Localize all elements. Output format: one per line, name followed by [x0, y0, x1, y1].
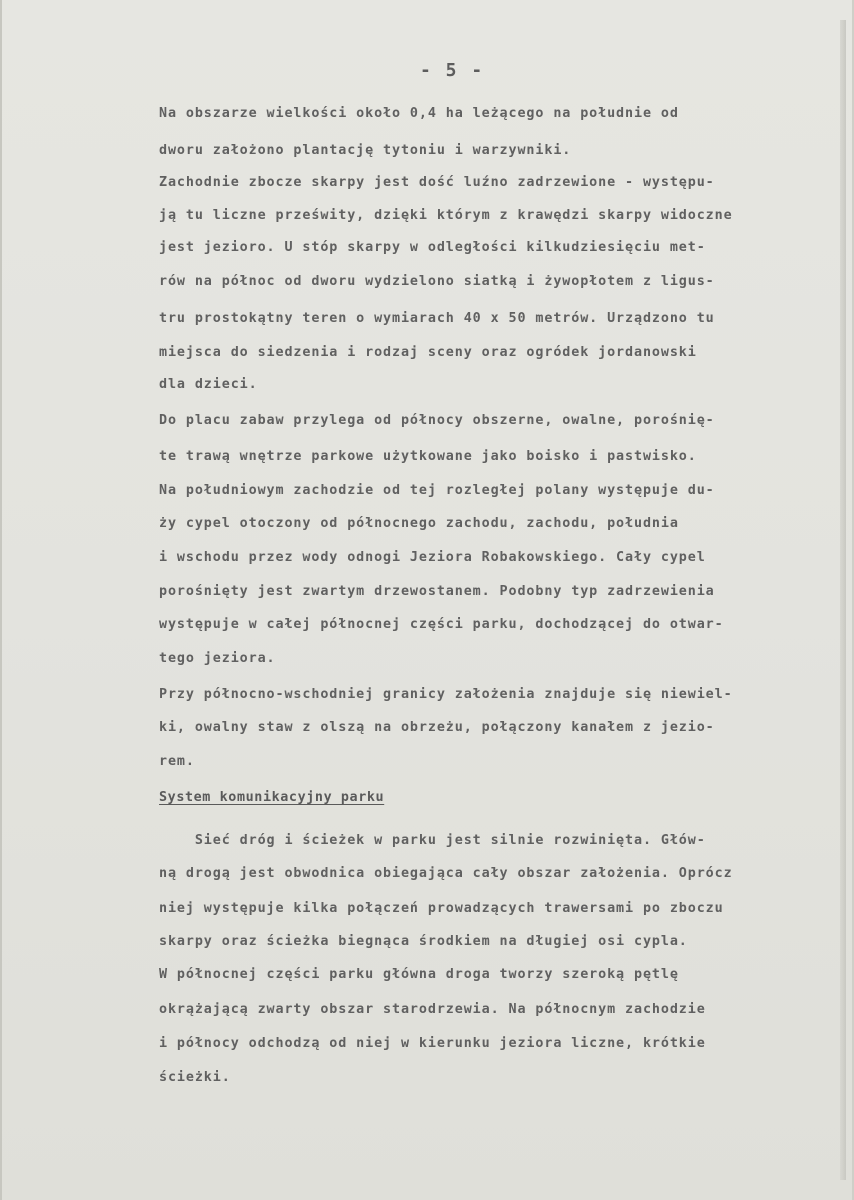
text-line: rów na północ od dworu wydzielono siatką i żywopłotem z ligus- — [159, 274, 715, 289]
section-heading: System komunikacyjny parku — [159, 790, 385, 805]
text-line: miejsca do siedzenia i rodzaj sceny oraz ogródek jordanowski — [159, 345, 697, 360]
text-line: te trawą wnętrze parkowe użytkowane jako boisko i pastwisko. — [159, 449, 697, 464]
text-line: W północnej części parku główna droga tworzy szeroką pętlę — [159, 967, 679, 982]
text-line: i wschodu przez wody odnogi Jeziora Robakowskiego. Cały cypel — [159, 550, 706, 565]
text-line: Sieć dróg i ścieżek w parku jest silnie rozwinięta. Głów- — [159, 833, 706, 848]
text-line: Na obszarze wielkości około 0,4 ha leżącego na południe od — [159, 106, 679, 121]
text-line: niej występuje kilka połączeń prowadzących trawersami po zboczu — [159, 901, 724, 916]
text-line: ną drogą jest obwodnica obiegająca cały obszar założenia. Oprócz — [159, 866, 733, 881]
text-line: Do placu zabaw przylega od północy obszerne, owalne, porośnię- — [159, 413, 715, 428]
text-line: dla dzieci. — [159, 377, 258, 392]
text-line: porośnięty jest zwartym drzewostanem. Podobny typ zadrzewienia — [159, 584, 715, 599]
text-line: występuje w całej północnej części parku, dochodzącej do otwar- — [159, 617, 724, 632]
text-line: tego jeziora. — [159, 651, 276, 666]
text-line: tru prostokątny teren o wymiarach 40 x 50 metrów. Urządzono tu — [159, 311, 715, 326]
text-line: skarpy oraz ścieżka biegnąca środkiem na długiej osi cypla. — [159, 934, 688, 949]
text-line: ki, owalny staw z olszą na obrzeżu, połączony kanałem z jezio- — [159, 720, 715, 735]
page-edge-shadow — [840, 20, 846, 1180]
text-line: okrążającą zwarty obszar starodrzewia. Na północnym zachodzie — [159, 1002, 706, 1017]
page-number: - 5 - — [420, 60, 485, 81]
text-line: dworu założono plantację tytoniu i warzywniki. — [159, 143, 572, 158]
text-line: Przy północno-wschodniej granicy założenia znajduje się niewiel- — [159, 687, 733, 702]
text-line: ży cypel otoczony od północnego zachodu, zachodu, południa — [159, 516, 679, 531]
text-line: ścieżki. — [159, 1070, 231, 1085]
text-line: Na południowym zachodzie od tej rozległej polany występuje du- — [159, 483, 715, 498]
text-line: ją tu liczne prześwity, dzięki którym z krawędzi skarpy widoczne — [159, 208, 733, 223]
text-line: i północy odchodzą od niej w kierunku jeziora liczne, krótkie — [159, 1036, 706, 1051]
text-line: Zachodnie zbocze skarpy jest dość luźno zadrzewione - występu- — [159, 175, 715, 190]
text-line: rem. — [159, 754, 195, 769]
text-line: jest jezioro. U stóp skarpy w odległości kilkudziesięciu met- — [159, 240, 706, 255]
